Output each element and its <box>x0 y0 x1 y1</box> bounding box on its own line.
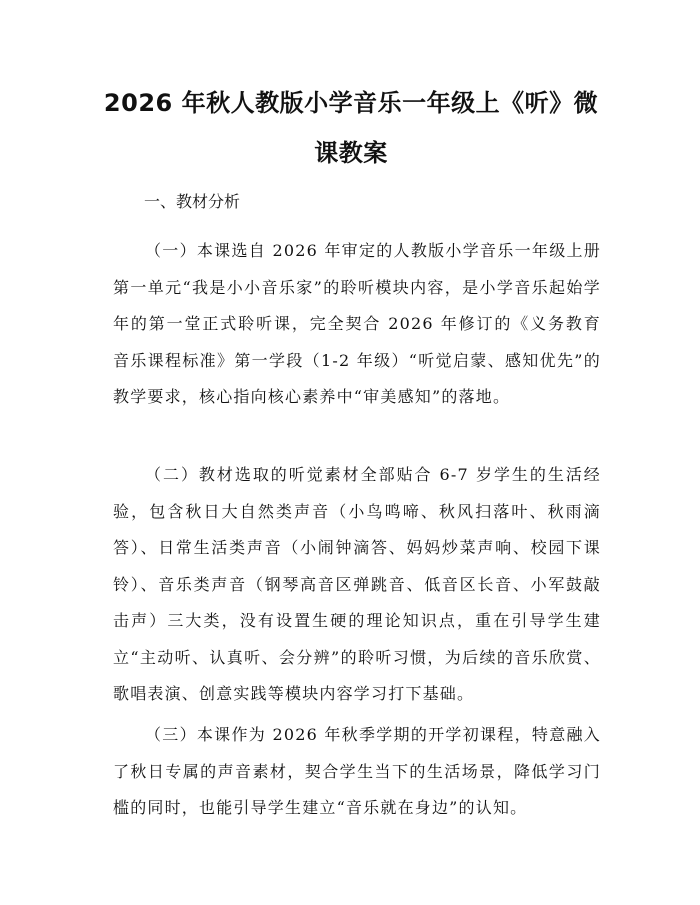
document-title: 2026 年秋人教版小学音乐一年级上《听》微课教案 <box>103 89 599 167</box>
section-heading: 一、教材分析 <box>144 192 241 211</box>
paragraph-2: （二）教材选取的听觉素材全部贴合 6-7 岁学生的生活经验，包含秋日大自然类声音（小鸟鸣啼、秋风扫落叶、秋雨滴答）、日常生活类声音（小闹钟滴答、妈妈炒菜声响、校园下课铃）、音乐类声音（钢琴高音区弹跳音、低音区长音、小军鼓敲击声）三大类，没有设置生硬的理论知识点，重在引导学生建立“主动听、认真听、会分辨”的聆听习惯，为后续的音乐欣赏、歌唱表演、创意实践等模块内容学习打下基础。 <box>113 465 601 703</box>
paragraph-3: （三）本课作为 2026 年秋季学期的开学初课程，特意融入了秋日专属的声音素材，契合学生当下的生活场景，降低学习门槛的同时，也能引导学生建立“音乐就在身边”的认知。 <box>113 725 601 817</box>
paragraph-1: （一）本课选自 2026 年审定的人教版小学音乐一年级上册第一单元“我是小小音乐家”的聆听模块内容，是小学音乐起始学年的第一堂正式聆听课，完全契合 2026 年修订的《义务教育音乐课程标准》第一学段（1-2 年级）“听觉启蒙、感知优先”的教学要求，核心指向核心素养中“审美感知”的落地。 <box>113 241 601 406</box>
